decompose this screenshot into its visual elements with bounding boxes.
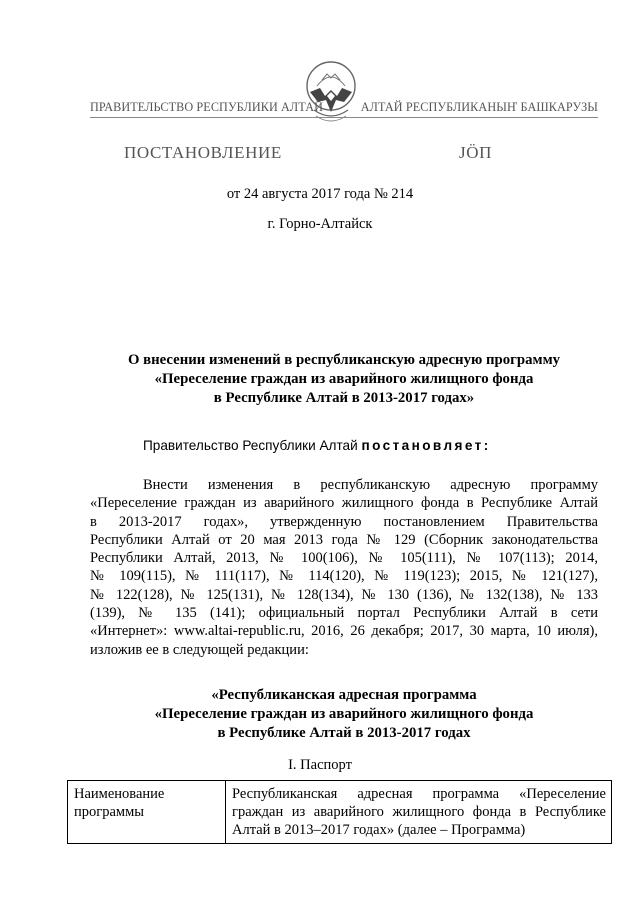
doc-type-altai: ЈӦП [459, 143, 492, 162]
body-line: «Переселение граждан из аварийного жилищного фонда в Республике Алтай [90, 495, 598, 512]
title-line: «Переселение граждан из аварийного жилищного фонда [154, 371, 534, 387]
body-paragraph [90, 476, 598, 659]
program-title-line: «Переселение граждан из аварийного жилищного фонда [154, 706, 534, 722]
table-row [68, 781, 612, 844]
passport-table [67, 780, 612, 844]
body-line: «Интернет»: www.altai-republic.ru, 2016, 26 декабря; 2017, 30 марта, 10 июля), [90, 623, 598, 640]
table-cell-value [226, 781, 612, 844]
body-line: изложив ее в следующей редакции: [90, 641, 309, 658]
program-title-line: в Республике Алтай в 2013-2017 годах [217, 725, 471, 741]
value-line: Республиканская адресная программа «Переселение [232, 786, 606, 802]
label-line: Наименование [74, 786, 165, 802]
body-line: (139), № 135 (141); официальный портал Республики Алтай в сети [90, 605, 598, 622]
government-name: Правительство Республики Алтай [143, 438, 358, 453]
body-line: Внести изменения в республиканскую адресную программу [143, 477, 598, 493]
org-name-altai: АЛТАЙ РЕСПУБЛИКАНЫҤ БАШКАРУЗЫ [360, 100, 598, 114]
title-line: в Республике Алтай в 2013-2017 годах» [213, 390, 475, 406]
label-line: программы [74, 804, 144, 820]
body-line: № 122(128), № 125(131), № 128(134), № 130 (136), № 132(138), № 133 [90, 586, 598, 603]
value-line: Алтай в 2013–2017 годах» (далее – Программа) [232, 822, 526, 838]
program-title [90, 686, 598, 743]
program-title-line: «Республиканская адресная программа [211, 687, 477, 703]
doc-type-russian: ПОСТАНОВЛЕНИЕ [124, 143, 282, 162]
org-name-russian: ПРАВИТЕЛЬСТВО РЕСПУБЛИКИ АЛТАЙ [90, 100, 324, 114]
value-line: граждан из аварийного жилищного фонда в Республике [232, 804, 606, 820]
section-heading: I. Паспорт [288, 757, 352, 773]
letterhead [90, 100, 598, 116]
document-title [90, 351, 598, 408]
body-line: Республики Алтай, 2013, № 100(106), № 105(111), № 107(113); 2014, [90, 550, 598, 567]
letterhead-rule [90, 117, 598, 118]
resolves-word: постановляет: [361, 438, 491, 453]
body-line: № 109(115), № 111(117), № 114(120), № 119(123); 2015, № 121(127), [90, 568, 598, 585]
resolution-intro [143, 438, 491, 453]
body-line: в 2013-2017 годах», утвержденную постановлением Правительства [90, 513, 598, 530]
table-cell-label [68, 781, 226, 844]
body-line: Республики Алтай от 20 мая 2013 года № 129 (Сборник законодательства [90, 531, 598, 548]
document-city: г. Горно-Алтайск [267, 216, 373, 232]
document-date: от 24 августа 2017 года № 214 [226, 186, 414, 202]
title-line: О внесении изменений в республиканскую адресную программу [127, 352, 561, 368]
